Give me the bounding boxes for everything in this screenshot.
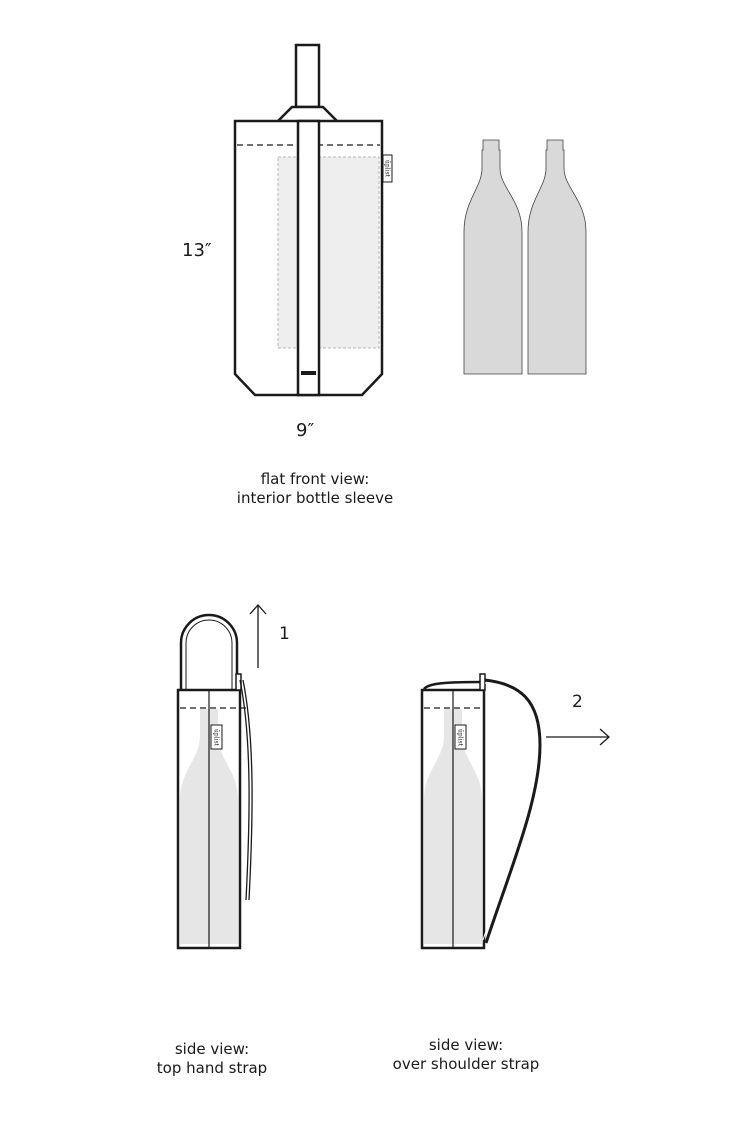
front-view-bag xyxy=(235,45,392,395)
wine-bottles xyxy=(464,140,586,374)
strap-base xyxy=(278,107,337,121)
interior-sleeve xyxy=(278,157,379,348)
width-dimension: 9″ xyxy=(296,420,315,441)
hand-strap-loop xyxy=(181,615,237,690)
bottle-left xyxy=(464,140,522,374)
shoulder-caption-line1: side view: xyxy=(428,1036,504,1054)
bottle-right xyxy=(528,140,586,374)
front-tag-text: ūplist xyxy=(383,159,391,178)
shoulder-strap xyxy=(485,680,540,943)
front-caption-line2: interior bottle sleeve xyxy=(236,489,394,507)
strap-buckle xyxy=(301,371,316,375)
hand-view-caption xyxy=(112,1040,312,1078)
side-view-shoulder-bag xyxy=(422,674,609,948)
hand-tag-text: ūplist xyxy=(212,728,220,747)
shoulder-strap-clip xyxy=(480,674,485,690)
top-strap xyxy=(296,45,319,107)
height-dimension: 13″ xyxy=(182,240,212,261)
front-caption-line1: flat front view: xyxy=(260,470,370,488)
front-view-caption xyxy=(200,470,430,508)
side-view-hand-bag xyxy=(178,605,266,948)
shoulder-tag-text: ūplist xyxy=(456,728,464,747)
hand-strap-loop-inner xyxy=(186,620,232,690)
hand-caption-line1: side view: xyxy=(174,1040,250,1058)
hand-caption-line2: top hand strap xyxy=(156,1059,268,1077)
center-strap xyxy=(298,121,319,395)
shoulder-top-strap xyxy=(424,682,481,689)
shoulder-caption-line2: over shoulder strap xyxy=(392,1055,540,1073)
arrow-number-2: 2 xyxy=(572,692,583,712)
arrow-number-1: 1 xyxy=(279,624,290,644)
shoulder-view-caption xyxy=(356,1036,576,1074)
